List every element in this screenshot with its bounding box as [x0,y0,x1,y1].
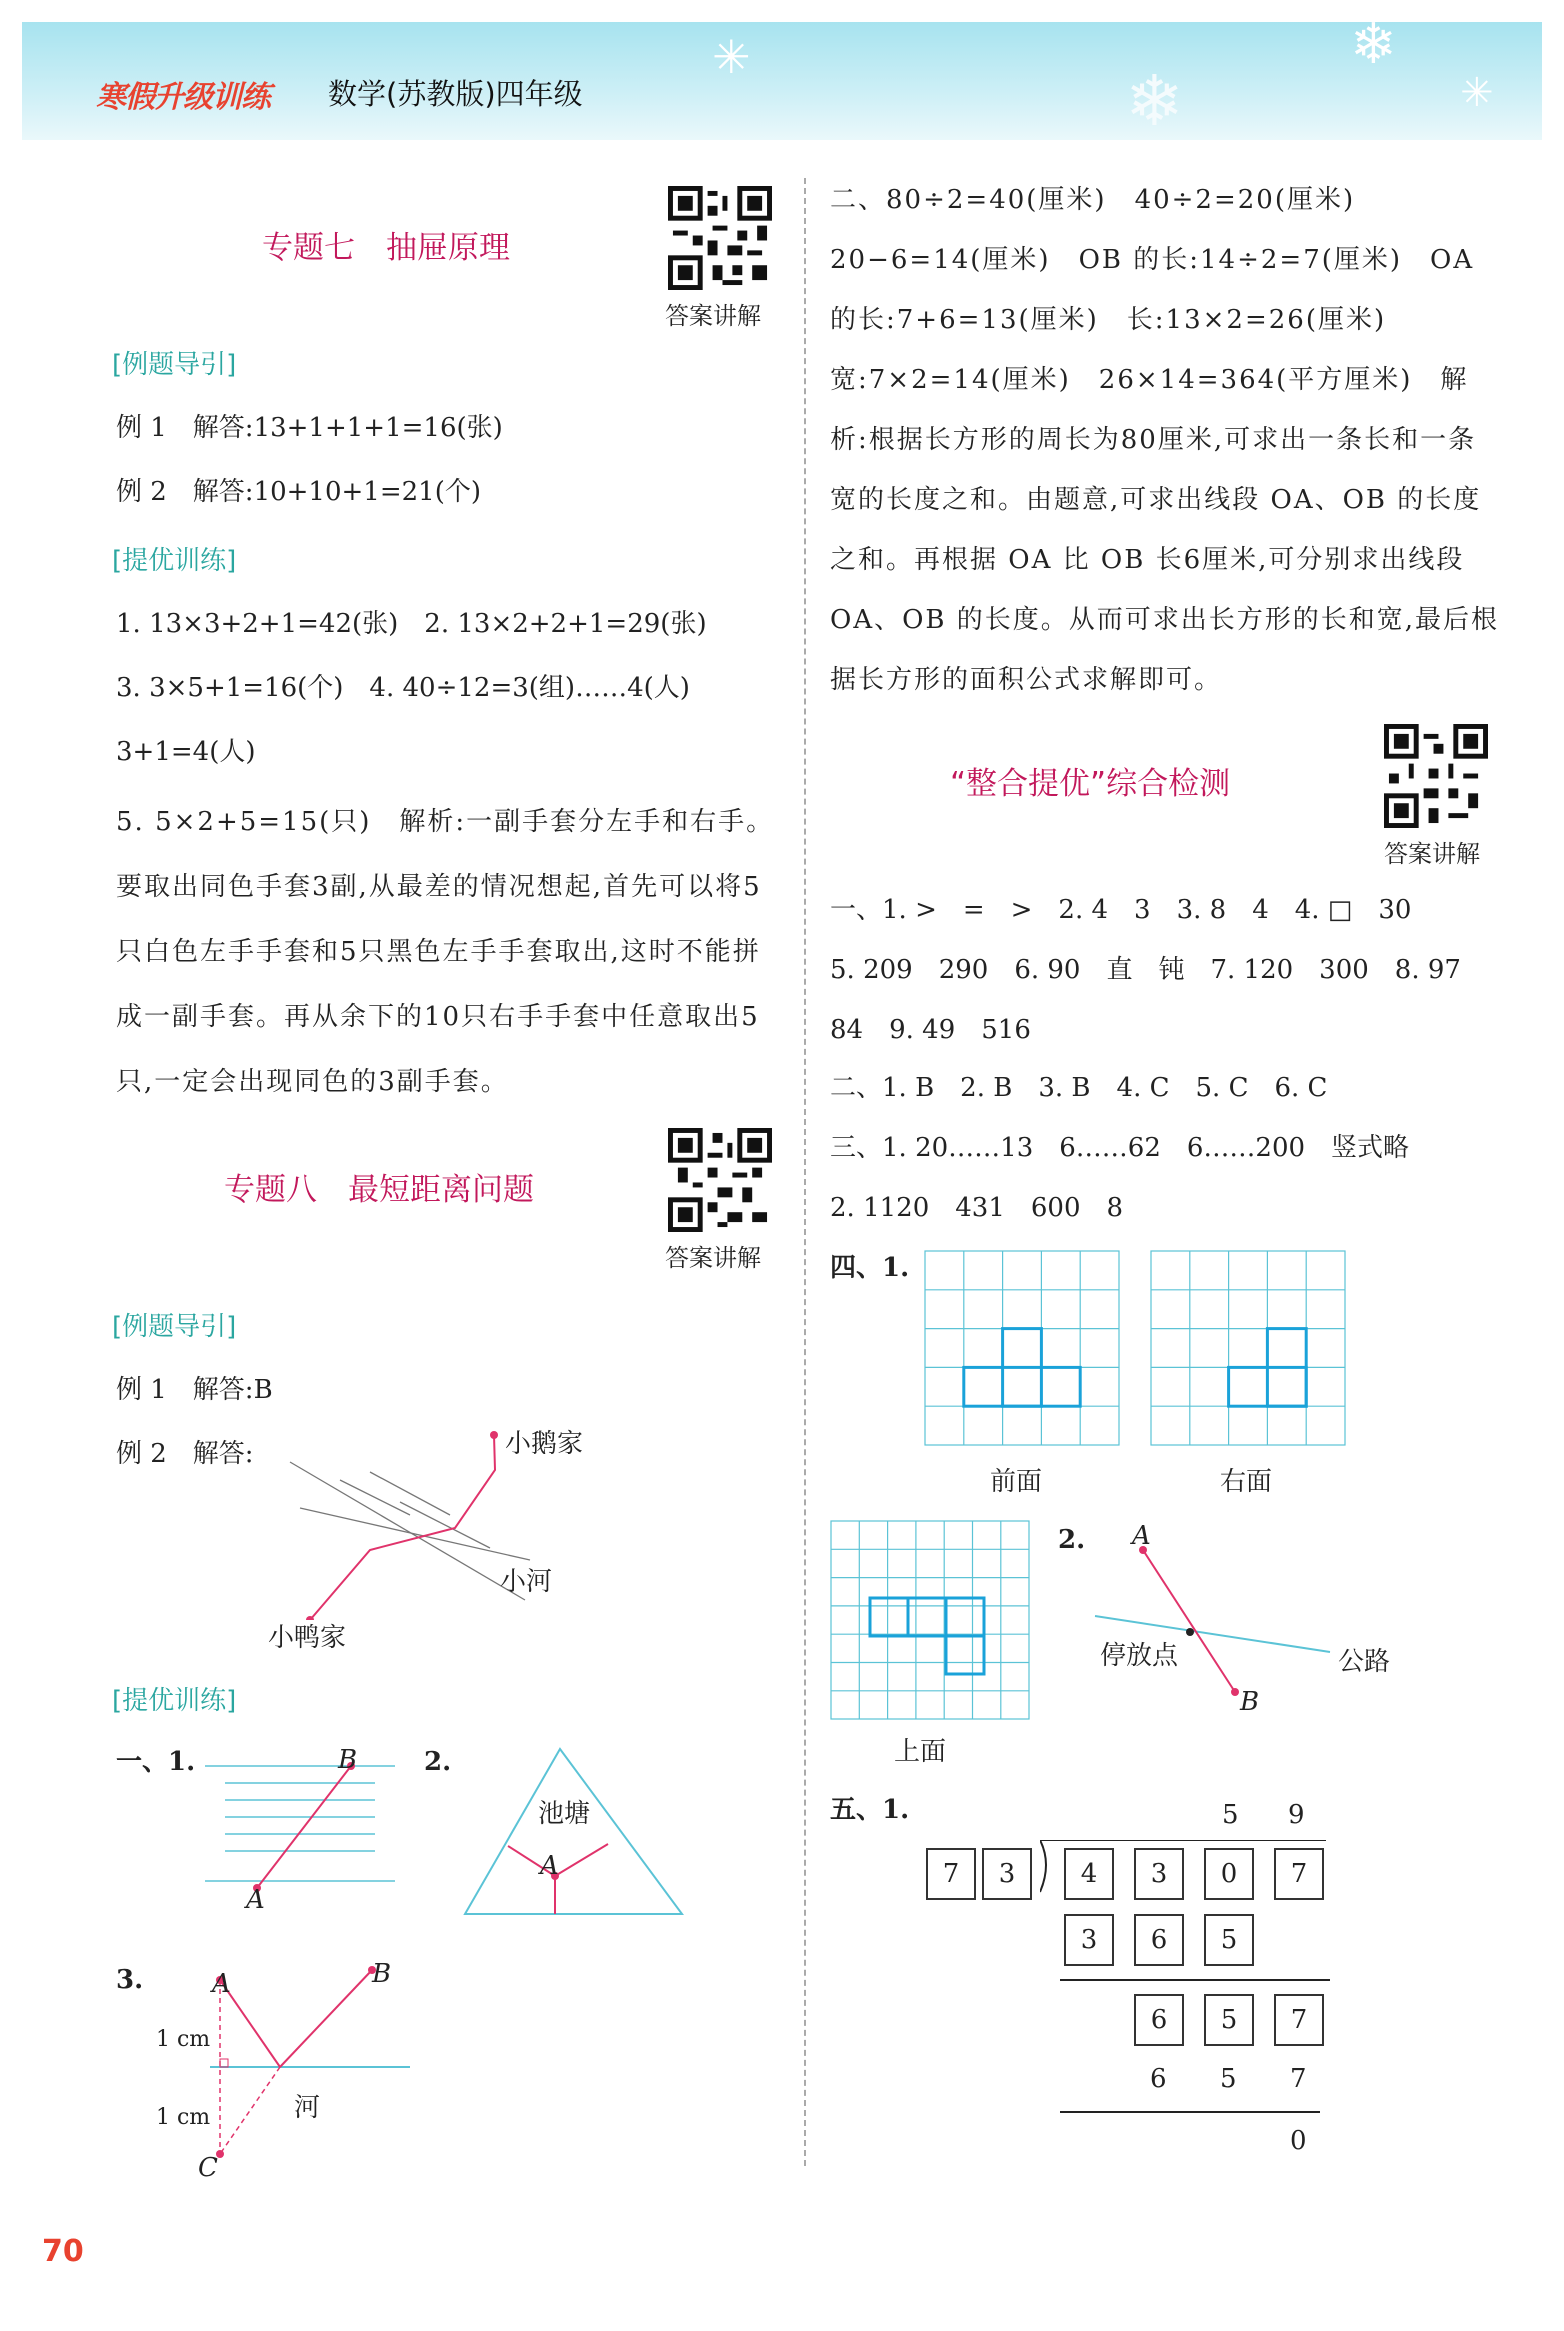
front-view-grid [924,1250,1120,1446]
parking-point-label: 停放点 [1100,1641,1179,1671]
qr-code-icon[interactable] [668,1128,772,1232]
point-b-label: B [1240,1687,1260,1717]
topic8-title: 专题八 最短距离问题 [224,1172,534,1208]
section-tag-example: [例题导引] [112,1312,237,1342]
point-c-label: C [198,2153,218,2183]
practice-5: 5. 5×2+5=15(只) 解析:一副手套分左手和右手。要取出同色手套3副,从最差的情况想起,首先可以将5只白色左手手套和5只黑色左手手套取出,这时不能拼成一副手套。再从余下的10只右手手套中任意取出5只,一定会出现同色的3副手套。 [116,807,775,1097]
example-2: 例 2 解答: [116,1439,254,1469]
qr-caption: 答案讲解 [1384,840,1480,868]
section-tag-practice: [提优训练] [112,1686,237,1716]
duck-home-label: 小鸭家 [268,1623,347,1653]
parallel-lines-figure [205,1738,405,1918]
practice-4-cont: 3+1=4(人) [116,737,256,767]
section-tag-example: [例题导引] [112,350,237,380]
qr-caption: 答案讲解 [665,1244,761,1272]
top-view-grid [830,1520,1030,1720]
dividend-box: 7 [1274,1848,1324,1900]
pond-label: 池塘 [538,1799,591,1829]
review-row-8: 五、1. [830,1795,910,1825]
qr-code-icon[interactable] [1384,724,1488,828]
review-row-1: 一、1. > = > 2. 4 3 3. 8 4 4. □ 30 [830,895,1412,925]
quotient-digit: 5 [1222,1800,1239,1830]
step-box: 6 [1134,1914,1184,1966]
river-label: 小河 [500,1567,553,1597]
example-2: 例 2 解答:10+10+1=21(个) [116,477,482,507]
point-a-label: A [212,1969,231,1999]
review-row-6: 2. 1120 431 600 8 [830,1193,1124,1223]
topic7-title: 专题七 抽屉原理 [262,230,510,266]
page-number: 70 [42,2234,84,2269]
review-title: “整合提优”综合检测 [950,766,1231,802]
step-box: 5 [1204,1914,1254,1966]
dividend-box: 3 [1134,1848,1184,1900]
snowflake-icon: ✳ [712,30,751,84]
step-box: 3 [1064,1914,1114,1966]
divisor-box: 3 [982,1848,1032,1900]
step-digit: 6 [1150,2064,1167,2094]
remainder-digit: 0 [1290,2126,1307,2156]
dividend-box: 4 [1064,1848,1114,1900]
point-b-label: B [338,1745,358,1775]
right-view-grid [1150,1250,1346,1446]
brand-logo: 寒假升级训练 [96,80,270,115]
road-figure [1090,1530,1350,1710]
section-tag-practice: [提优训练] [112,546,237,576]
point-a-label: A [1132,1521,1151,1551]
distance-label: 1 cm [156,2027,211,2052]
dividend-box: 0 [1204,1848,1254,1900]
quotient-digit: 9 [1288,1800,1305,1830]
question-3-label: 3. [116,1965,144,1995]
practice-3-4: 3. 3×5+1=16(个) 4. 40÷12=3(组)……4(人) [116,673,690,703]
step-digit: 5 [1220,2064,1237,2094]
river-label: 河 [294,2093,321,2123]
goose-home-label: 小鹅家 [505,1429,584,1459]
review-row-7: 四、1. [830,1253,910,1283]
question-1-label: 一、1. [116,1747,196,1777]
example-1: 例 1 解答:B [116,1375,273,1405]
step-box: 6 [1134,1994,1184,2046]
step-digit: 7 [1290,2064,1307,2094]
section-2-answer: 二、80÷2=40(厘米) 40÷2=20(厘米) 20−6=14(厘米) OB 的长:14÷2=7(厘米) OA 的长:7+6=13(厘米) 长:13×2=26(厘米) 宽:7×2=14(厘米) 26×14=364(平方厘米) 解析:根据长方形的周长为80厘米,可求出一条长和一条宽的长度之和。由题意,可求出线段 OA、OB 的长度之和。再根据 OA 比 OB 长6厘米,可分别求出线段 OA、OB 的长度。从而可求出长方形的长和宽,最后根据长方形的面积公式求解即可。 [830,185,1500,695]
point-a-label: A [540,1851,559,1881]
review-row-3: 84 9. 49 516 [830,1015,1031,1045]
question-2-label: 2. [424,1747,452,1777]
review-row-4: 二、1. B 2. B 3. B 4. C 5. C 6. C [830,1073,1328,1103]
point-a-label: A [246,1885,265,1915]
review-row-5: 三、1. 20……13 6……62 6……200 竖式略 [830,1133,1410,1163]
step-box: 5 [1204,1994,1254,2046]
column-divider [804,178,806,2166]
example-1: 例 1 解答:13+1+1+1=16(张) [116,413,503,443]
right-view-label: 右面 [1220,1467,1273,1497]
distance-label: 1 cm [156,2105,211,2130]
point-b-label: B [372,1959,392,1989]
road-label: 公路 [1338,1647,1391,1677]
snowflake-icon: ✳ [1460,70,1494,116]
book-subtitle: 数学(苏教版)四年级 [328,77,583,111]
triangle-figure [460,1744,690,1924]
question-2-label: 2. [1058,1525,1086,1555]
top-view-label: 上面 [894,1737,947,1767]
qr-caption: 答案讲解 [665,302,761,330]
snowflake-icon: ❄ [1125,60,1184,142]
divisor-box: 7 [926,1848,976,1900]
front-view-label: 前面 [990,1467,1043,1497]
qr-code-icon[interactable] [668,186,772,290]
step-box: 7 [1274,1994,1324,2046]
snowflake-icon: ❄ [1350,12,1397,77]
practice-1-2: 1. 13×3+2+1=42(张) 2. 13×2+2+1=29(张) [116,609,707,639]
review-row-2: 5. 209 290 6. 90 直 钝 7. 120 300 8. 97 [830,955,1461,985]
division-rule [1060,2110,1320,2114]
